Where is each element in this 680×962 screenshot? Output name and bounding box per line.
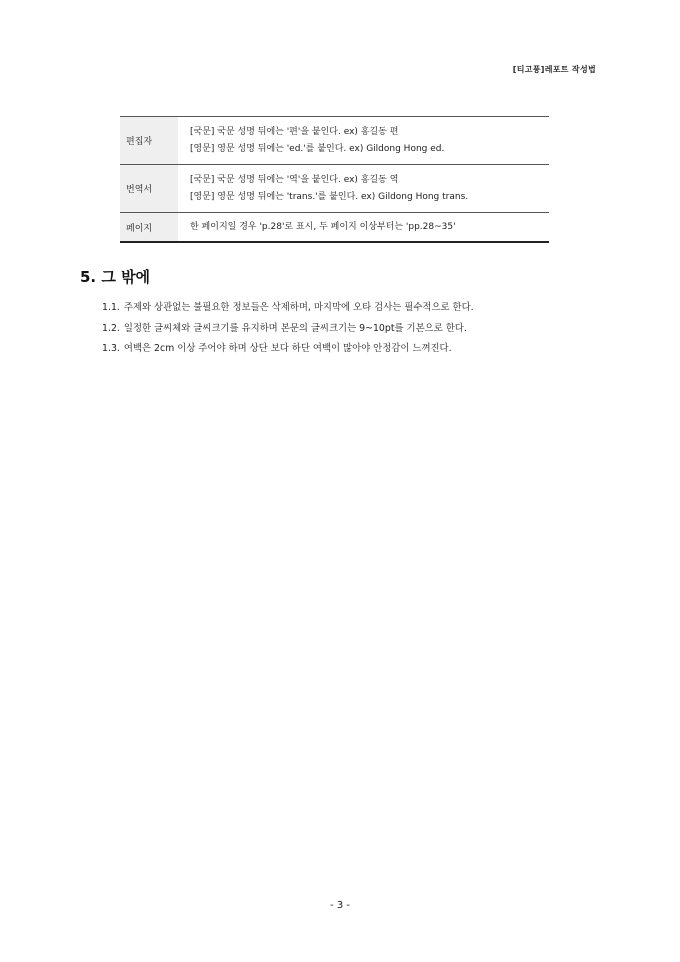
reference-table xyxy=(120,116,549,243)
table-row xyxy=(120,165,549,213)
page-header: [티고풍]레포트 작성법 xyxy=(512,65,596,74)
item-text: 주제와 상관없는 불필요한 정보들은 삭제하며, 마지막에 오타 검사는 필수적으로 한다. xyxy=(123,302,474,313)
row-content xyxy=(178,213,549,243)
list-item xyxy=(102,298,474,319)
section-title: 5. 그 밖에 xyxy=(80,268,151,286)
item-number: 1.2. xyxy=(102,322,120,334)
item-number: 1.3. xyxy=(102,343,120,354)
guideline-list xyxy=(102,298,474,360)
row-line: [국문] 국문 성명 뒤에는 '역'을 붙인다. ex) 홍길동 역 xyxy=(190,174,399,185)
table-row xyxy=(120,213,549,243)
table-row xyxy=(120,117,549,165)
row-label: 편집자 xyxy=(120,117,178,165)
list-item xyxy=(102,319,474,340)
item-text: 여백은 2cm 이상 주어야 하며 상단 보다 하단 여백이 많아야 안정감이 느껴진다. xyxy=(123,343,452,354)
list-item xyxy=(102,339,474,360)
row-line: [영문] 영문 성명 뒤에는 'ed.'를 붙인다. ex) Gildong Hong ed. xyxy=(190,143,445,154)
row-line: 한 페이지일 경우 'p.28'로 표시, 두 페이지 이상부터는 'pp.28~35' xyxy=(190,221,456,232)
item-number: 1.1. xyxy=(102,302,120,313)
row-line: [영문] 영문 성명 뒤에는 'trans.'를 붙인다. ex) Gildong Hong trans. xyxy=(190,191,469,202)
row-content xyxy=(178,117,549,165)
row-line: [국문] 국문 성명 뒤에는 '편'을 붙인다. ex) 홍길동 편 xyxy=(190,126,399,137)
row-label: 번역서 xyxy=(120,165,178,213)
page-number: - 3 - xyxy=(330,900,350,911)
item-text: 일정한 글씨체와 글씨크기를 유지하며 본문의 글씨크기는 9~10pt를 기본으로 한다. xyxy=(123,322,467,334)
row-label: 페이지 xyxy=(120,213,178,243)
row-content xyxy=(178,165,549,213)
